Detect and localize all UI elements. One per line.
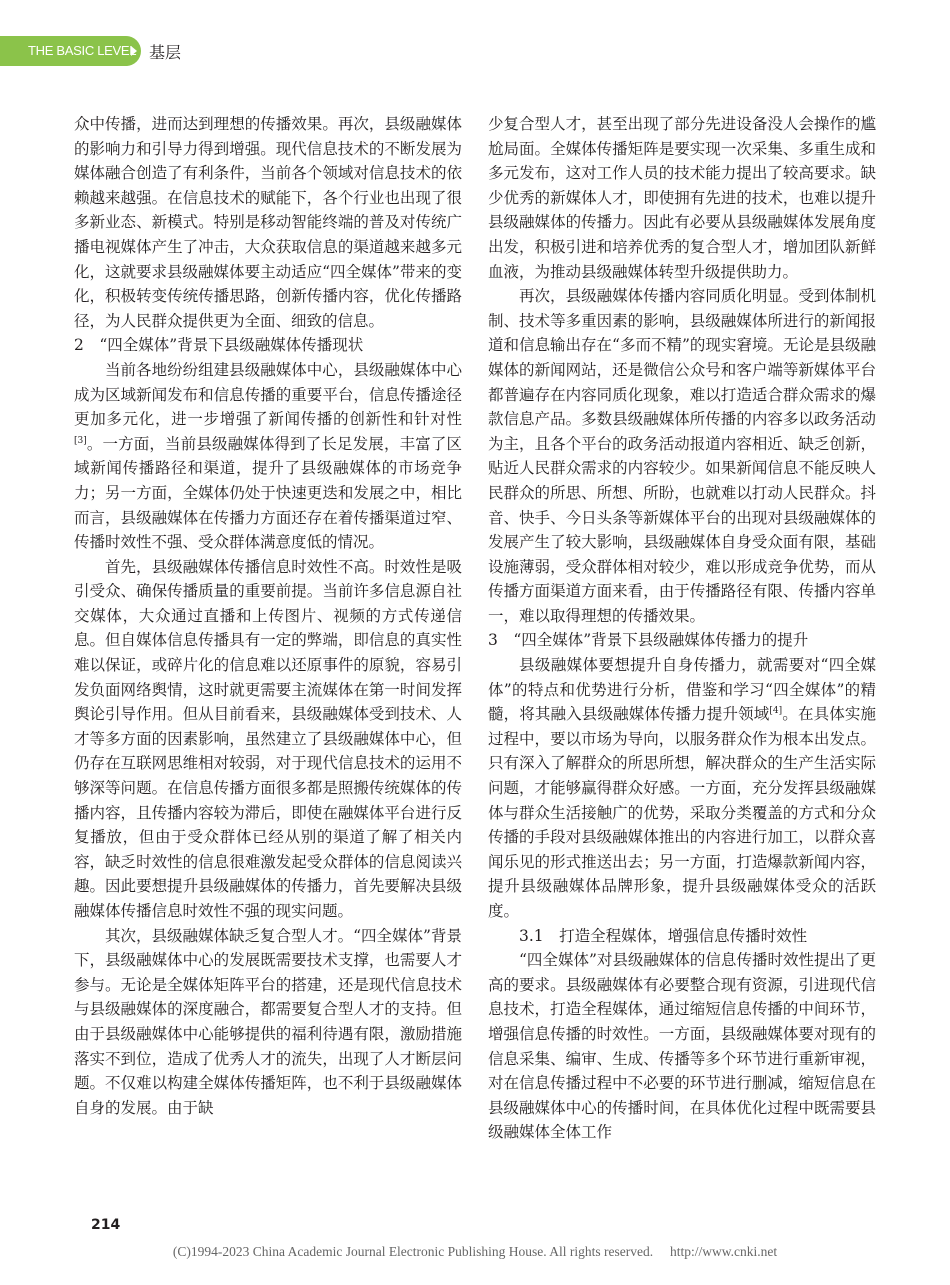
paragraph — [74, 358, 462, 555]
arrow-right-icon — [131, 46, 137, 56]
paragraph-text: 县级融媒体要想提升自身传播力，就需要对“四全媒体”的特点和优势进行分析，借鉴和学习“四全媒体”的精髓，将其融入县级融媒体传播力提升领域 — [488, 656, 876, 724]
section-heading: 3 “四全媒体”背景下县级融媒体传播力的提升 — [488, 631, 809, 650]
citation-ref: [3] — [74, 435, 87, 446]
paragraph: 众中传播，进而达到理想的传播效果。再次，县级融媒体的影响力和引导力得到增强。现代信息技术的不断发展为媒体融合创造了有利条件，当前各个领域对信息技术的依赖越来越强。在信息技术的赋能下，各个行业也出现了很多新业态、新模式。特别是移动智能终端的普及对传统广播电视媒体产生了冲击，大众获取信息的渠道越来越多元化，这就要求县级融媒体要主动适应“四全媒体”带来的变化，积极转变传统传播思路，创新传播内容，优化传播路径，为人民群众提供更为全面、细致的信息。 — [74, 115, 462, 330]
paragraph: 再次，县级融媒体传播内容同质化明显。受到体制机制、技术等多重因素的影响，县级融媒体所进行的新闻报道和信息输出存在“多而不精”的现实窘境。无论是县级融媒体的新闻网站，还是微信公众号和客户端等新媒体平台都普遍存在内容同质化现象，难以打造适合群众需求的爆款信息产品。多数县级融媒体所传播的内容多以政务活动为主，且各个平台的政务活动报道内容相近、缺乏创新，贴近人民群众需求的内容较少。如果新闻信息不能反映人民群众的所思、所想、所盼，也就难以打动人民群众。抖音、快手、今日头条等新媒体平台的出现对县级融媒体的发展产生了较大影响，县级融媒体自身受众面有限，基础设施薄弱，受众群体相对较少，难以形成竞争优势，而从传播方面渠道方面来看，由于传播路径有限、传播内容单一，难以取得理想的传播效果。 — [488, 287, 876, 625]
journal-tag-text: THE BASIC LEVEL — [28, 43, 137, 58]
paragraph-text: 。一方面，当前县级融媒体得到了长足发展，丰富了区域新闻传播路径和渠道，提升了县级融媒体的市场竞争力；另一方面，全媒体仍处于快速更迭和发展之中，相比而言，县级融媒体在传播力方面还存在着传播渠道过窄、传播时效性不强、受众群体满意度低的情况。 — [74, 434, 462, 552]
paragraph: 少复合型人才，甚至出现了部分先进设备没人会操作的尴尬局面。全媒体传播矩阵是要实现一次采集、多重生成和多元发布，这对工作人员的技术能力提出了较高要求。缺少优秀的新媒体人才，即使拥有先进的技术，也难以提升县级融媒体的传播力。因此有必要从县级融媒体发展角度出发，积极引进和培养优秀的复合型人才，增加团队新鲜血液，为推动县级融媒体转型升级提供助力。 — [488, 115, 876, 281]
paragraph-text: 当前各地纷纷组建县级融媒体中心，县级融媒体中心成为区域新闻发布和信息传播的重要平台，信息传播途径更加多元化，进一步增强了新闻传播的创新性和针对性 — [74, 360, 462, 429]
paragraph: “四全媒体”对县级融媒体的信息传播时效性提出了更高的要求。县级融媒体有必要整合现有资源，引进现代信息技术，打造全程媒体，通过缩短信息传播的中间环节，增强信息传播的时效性。一方面，县级融媒体要对现有的信息采集、编审、生成、传播等多个环节进行重新审视，对在信息传播过程中不必要的环节进行删减，缩短信息在县级融媒体中心的传播时间，在具体优化过程中既需要县级融媒体全体工作 — [488, 951, 876, 1142]
subsection-heading: 3.1 打造全程媒体，增强信息传播时效性 — [519, 926, 808, 945]
section-heading: 2 “四全媒体”背景下县级融媒体传播现状 — [74, 336, 364, 355]
left-column — [74, 112, 462, 1120]
right-column — [488, 112, 876, 1145]
journal-tag — [0, 36, 141, 66]
paragraph-text: 。在具体实施过程中，要以市场为导向，以服务群众作为根本出发点。只有深入了解群众的所思所想，解决群众的生产生活实际问题，才能够赢得群众好感。一方面，充分发挥县级融媒体与群众生活接触广的优势，采取分类覆盖的方式和分众传播的手段对县级融媒体推出的内容进行加工，以群众喜闻乐见的形式推送出去；另一方面，打造爆款新闻内容，提升县级融媒体品牌形象，提升县级融媒体受众的活跃度。 — [488, 705, 876, 920]
paragraph: 其次，县级融媒体缺乏复合型人才。“四全媒体”背景下，县级融媒体中心的发展既需要技术支撑，也需要人才参与。无论是全媒体矩阵平台的搭建，还是现代信息技术与县级融媒体的深度融合，都需要复合型人才的支持。但由于县级融媒体中心能够提供的福利待遇有限，激励措施落实不到位，造成了优秀人才的流失，出现了人才断层问题。不仅难以构建全媒体传播矩阵，也不利于县级融媒体自身的发展。由于缺 — [74, 926, 462, 1117]
paragraph: 首先，县级融媒体传播信息时效性不高。时效性是吸引受众、确保传播质量的重要前提。当前许多信息源自社交媒体，大众通过直播和上传图片、视频的方式传递信息。但自媒体信息传播具有一定的弊端，即信息的真实性难以保证，或碎片化的信息难以还原事件的原貌，容易引发负面网络舆情，这时就更需要主流媒体在第一时间发挥舆论引导作用。但从目前看来，县级融媒体受到技术、人才等多方面的因素影响，虽然建立了县级融媒体中心，但仍存在互联网思维相对较弱，对于现代信息技术的运用不够深等问题。在信息传播方面很多都是照搬传统媒体的传播内容，且传播内容较为滞后，即使在融媒体平台进行反复播放，但由于受众群体已经从别的渠道了解了相关内容，缺乏时效性的信息很难激发起受众群体的信息阅读兴趣。因此要想提升县级融媒体的传播力，首先要解决县级融媒体传播信息时效性不强的现实问题。 — [74, 557, 462, 920]
section-label: 基层 — [149, 43, 182, 62]
page-number: 214 — [91, 1217, 121, 1233]
paragraph — [488, 653, 876, 924]
copyright-footer: (C)1994-2023 China Academic Journal Electronic Publishing House. All rights reserved. http://www.cnki.net — [172, 1244, 778, 1259]
citation-ref: [4] — [769, 706, 783, 717]
